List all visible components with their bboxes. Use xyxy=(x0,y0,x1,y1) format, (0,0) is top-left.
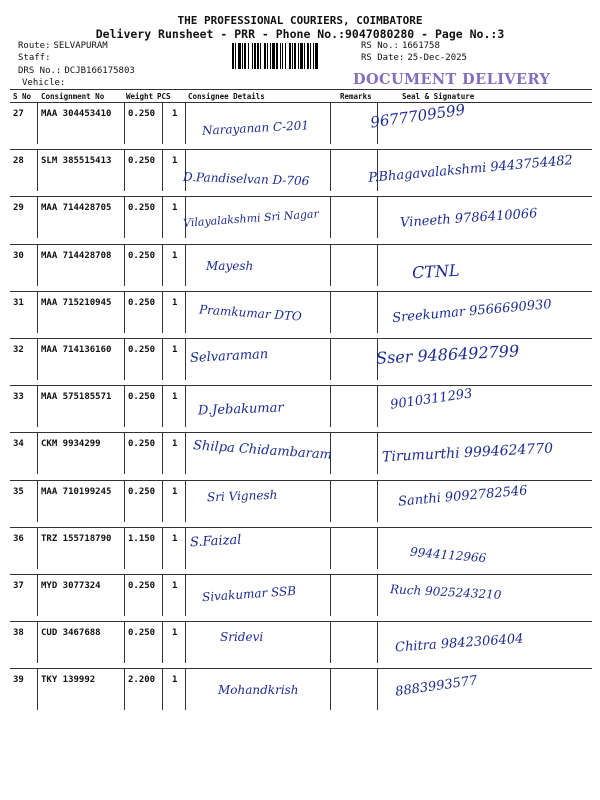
column-divider xyxy=(124,292,125,333)
col-weight-header: Weight xyxy=(126,92,154,101)
consignment-no-cell: MAA 304453410 xyxy=(41,109,112,119)
sno-cell: 27 xyxy=(13,109,24,119)
rs-no-label: RS No.: xyxy=(361,41,399,51)
column-divider xyxy=(124,150,125,191)
column-divider xyxy=(124,197,125,238)
column-divider xyxy=(185,339,186,380)
document-delivery-stamp: DOCUMENT DELIVERY xyxy=(353,71,551,88)
column-divider xyxy=(185,669,186,710)
sno-cell: 37 xyxy=(13,581,24,591)
column-divider xyxy=(124,528,125,569)
column-divider xyxy=(124,386,125,427)
column-divider xyxy=(162,339,163,380)
col-seal-header: Seal & Signature xyxy=(402,92,475,101)
column-divider xyxy=(162,197,163,238)
table-row xyxy=(10,480,592,533)
column-divider xyxy=(185,481,186,522)
column-divider xyxy=(37,386,38,427)
column-divider xyxy=(162,528,163,569)
consignment-no-cell: MYD 3077324 xyxy=(41,581,101,591)
column-divider xyxy=(124,103,125,144)
column-divider xyxy=(377,197,378,238)
consignment-no-cell: MAA 710199245 xyxy=(41,486,112,497)
seal-signature-handwriting: 9944112966 xyxy=(409,544,487,566)
table-row xyxy=(10,668,592,721)
table-row xyxy=(10,244,592,297)
sno-cell: 33 xyxy=(13,392,24,403)
column-divider xyxy=(37,622,38,663)
rs-no-value: 1661758 xyxy=(401,41,440,51)
column-divider xyxy=(162,245,163,286)
seal-signature-handwriting: P.Bhagavalakshmi 9443754482 xyxy=(367,153,574,187)
consignee-handwriting: Mayesh xyxy=(206,258,254,273)
table-row xyxy=(10,196,592,249)
column-divider xyxy=(185,386,186,427)
consignee-handwriting: Sivakumar SSB xyxy=(201,583,297,605)
weight-cell: 2.200 xyxy=(128,675,156,686)
column-divider xyxy=(377,575,378,616)
column-divider xyxy=(37,103,38,144)
column-divider xyxy=(37,292,38,333)
pcs-cell: 1 xyxy=(172,250,178,261)
weight-cell: 0.250 xyxy=(128,486,156,497)
sno-cell: 36 xyxy=(13,533,24,544)
drs-label: DRS No.: xyxy=(18,66,62,76)
sno-cell: 34 xyxy=(13,439,24,450)
column-divider xyxy=(124,669,125,710)
weight-cell: 0.250 xyxy=(128,628,156,639)
column-divider xyxy=(124,433,125,474)
column-divider xyxy=(37,528,38,569)
table-row xyxy=(10,527,592,580)
column-divider xyxy=(330,245,331,286)
table-row xyxy=(10,574,592,627)
rs-date-label: RS Date: xyxy=(361,53,405,63)
route-label: Route: xyxy=(18,41,51,51)
vehicle-label: Vehicle: xyxy=(22,78,66,88)
column-divider xyxy=(185,622,186,663)
column-divider xyxy=(37,150,38,191)
column-divider xyxy=(185,575,186,616)
rs-date-field xyxy=(361,53,467,63)
pcs-cell: 1 xyxy=(172,486,178,497)
column-divider xyxy=(124,622,125,663)
weight-cell: 0.250 xyxy=(128,392,156,403)
pcs-cell: 1 xyxy=(172,392,178,403)
column-divider xyxy=(162,481,163,522)
pcs-cell: 1 xyxy=(172,203,178,214)
column-divider xyxy=(185,245,186,286)
column-divider xyxy=(162,575,163,616)
seal-signature-handwriting: 9677709599 xyxy=(369,100,467,132)
consignee-handwriting: Shilpa Chidambaram xyxy=(192,438,333,464)
consignment-no-cell: MAA 714428708 xyxy=(41,250,112,261)
column-divider xyxy=(185,528,186,569)
col-pcs-header: PCS xyxy=(157,92,171,101)
col-remarks-header: Remarks xyxy=(340,92,372,101)
column-divider xyxy=(124,245,125,286)
consignee-handwriting: Selvaraman xyxy=(189,346,269,367)
consignee-handwriting: Pramkumar DTO xyxy=(198,302,303,324)
sno-cell: 38 xyxy=(13,628,24,639)
column-divider xyxy=(330,197,331,238)
column-divider xyxy=(330,622,331,663)
seal-signature-handwriting: 8883993577 xyxy=(394,673,479,701)
consignment-no-cell: SLM 385515413 xyxy=(41,156,112,167)
pcs-cell: 1 xyxy=(172,156,178,167)
consignment-no-cell: CKM 9934299 xyxy=(41,439,101,450)
seal-signature-handwriting: Sreekumar 9566690930 xyxy=(391,296,553,326)
weight-cell: 0.250 xyxy=(128,439,156,450)
pcs-cell: 1 xyxy=(172,345,178,355)
staff-field xyxy=(18,53,54,63)
pcs-cell: 1 xyxy=(172,109,178,119)
consignment-no-cell: TKY 139992 xyxy=(41,675,96,686)
table-row xyxy=(10,291,592,344)
sno-cell: 30 xyxy=(13,250,24,261)
column-divider xyxy=(37,245,38,286)
column-divider xyxy=(377,669,378,710)
column-divider xyxy=(162,386,163,427)
column-divider xyxy=(124,575,125,616)
barcode xyxy=(232,43,356,69)
seal-signature-handwriting: Sser 9486492799 xyxy=(375,341,520,368)
col-sno-header: S No xyxy=(13,92,32,101)
consignment-no-cell: MAA 715210945 xyxy=(41,297,112,308)
rs-date-value: 25-Dec-2025 xyxy=(407,53,467,63)
column-divider xyxy=(377,292,378,333)
column-divider xyxy=(37,433,38,474)
column-divider xyxy=(124,339,125,380)
sno-cell: 39 xyxy=(13,675,24,686)
pcs-cell: 1 xyxy=(172,533,178,544)
column-divider xyxy=(162,669,163,710)
vehicle-field xyxy=(22,78,68,88)
pcs-cell: 1 xyxy=(172,628,178,639)
column-divider xyxy=(37,575,38,616)
column-divider xyxy=(377,481,378,522)
seal-signature-handwriting: 9010311293 xyxy=(389,386,474,413)
column-divider xyxy=(185,433,186,474)
seal-signature-handwriting: Santhi 9092782546 xyxy=(397,482,529,510)
weight-cell: 1.150 xyxy=(128,533,156,544)
sno-cell: 35 xyxy=(13,486,24,497)
rs-no-field xyxy=(361,41,440,51)
column-divider xyxy=(330,150,331,191)
weight-cell: 0.250 xyxy=(128,109,156,119)
table-row xyxy=(10,385,592,438)
consignment-no-cell: TRZ 155718790 xyxy=(41,533,112,544)
consignment-no-cell: MAA 714136160 xyxy=(41,345,112,355)
consignee-handwriting: Narayanan C-201 xyxy=(201,118,310,138)
column-divider xyxy=(37,339,38,380)
column-divider xyxy=(330,669,331,710)
weight-cell: 0.250 xyxy=(128,345,156,355)
seal-signature-handwriting: Vineeth 9786410066 xyxy=(399,206,538,232)
seal-signature-handwriting: Chitra 9842306404 xyxy=(394,631,524,656)
consignee-handwriting: D.Pandiselvan D-706 xyxy=(182,169,310,189)
consignee-handwriting: S.Faizal xyxy=(189,532,242,551)
header-rule-top xyxy=(10,89,592,90)
weight-cell: 0.250 xyxy=(128,203,156,214)
column-divider xyxy=(377,245,378,286)
column-divider xyxy=(162,292,163,333)
consignee-handwriting: Vilayalakshmi Sri Nagar xyxy=(182,207,320,231)
table-row xyxy=(10,102,592,155)
table-row xyxy=(10,149,592,202)
weight-cell: 0.250 xyxy=(128,250,156,261)
table-row xyxy=(10,621,592,674)
sno-cell: 28 xyxy=(13,156,24,167)
column-divider xyxy=(37,669,38,710)
column-divider xyxy=(330,481,331,522)
column-divider xyxy=(162,103,163,144)
column-divider xyxy=(37,481,38,522)
table-row xyxy=(10,338,592,391)
column-divider xyxy=(377,528,378,569)
pcs-cell: 1 xyxy=(172,297,178,308)
weight-cell: 0.250 xyxy=(128,156,156,167)
route-value: SELVAPURAM xyxy=(53,41,108,51)
table-row xyxy=(10,432,592,485)
col-consignment-header: Consignment No xyxy=(41,92,105,101)
sno-cell: 29 xyxy=(13,203,24,214)
consignment-no-cell: MAA 575185571 xyxy=(41,392,112,403)
column-divider xyxy=(185,292,186,333)
route-field xyxy=(18,41,108,51)
column-divider xyxy=(162,150,163,191)
consignment-no-cell: CUD 3467688 xyxy=(41,628,101,639)
pcs-cell: 1 xyxy=(172,675,178,686)
drs-value: DCJB166175803 xyxy=(64,66,135,76)
weight-cell: 0.250 xyxy=(128,297,156,308)
column-divider xyxy=(185,103,186,144)
column-divider xyxy=(162,622,163,663)
seal-signature-handwriting: CTNL xyxy=(411,260,461,282)
column-divider xyxy=(377,386,378,427)
column-divider xyxy=(377,433,378,474)
consignee-handwriting: Sri Vignesh xyxy=(206,487,278,504)
seal-signature-handwriting: Tirumurthi 9994624770 xyxy=(381,440,554,466)
column-divider xyxy=(330,103,331,144)
consignee-handwriting: Sridevi xyxy=(220,630,264,645)
column-divider xyxy=(162,433,163,474)
consignee-handwriting: Mohandkrish xyxy=(218,683,299,698)
seal-signature-handwriting: Ruch 9025243210 xyxy=(389,582,502,602)
consignment-no-cell: MAA 714428705 xyxy=(41,203,112,214)
pcs-cell: 1 xyxy=(172,439,178,450)
column-divider xyxy=(37,197,38,238)
column-divider xyxy=(377,622,378,663)
column-divider xyxy=(330,528,331,569)
column-divider xyxy=(330,386,331,427)
sno-cell: 32 xyxy=(13,345,24,355)
column-divider xyxy=(330,292,331,333)
pcs-cell: 1 xyxy=(172,581,178,591)
drs-field xyxy=(18,66,135,76)
staff-label: Staff: xyxy=(18,53,51,63)
company-title: THE PROFESSIONAL COURIERS, COIMBATORE xyxy=(177,14,423,27)
table-bottom-rule xyxy=(10,668,592,669)
col-consignee-header: Consignee Details xyxy=(188,92,265,101)
column-divider xyxy=(124,481,125,522)
column-divider xyxy=(330,339,331,380)
consignee-handwriting: D.Jebakumar xyxy=(197,400,284,419)
column-divider xyxy=(330,575,331,616)
runsheet-subtitle: Delivery Runsheet - PRR - Phone No.:9047080280 - Page No.:3 xyxy=(95,27,505,41)
weight-cell: 0.250 xyxy=(128,581,156,591)
sno-cell: 31 xyxy=(13,297,24,308)
